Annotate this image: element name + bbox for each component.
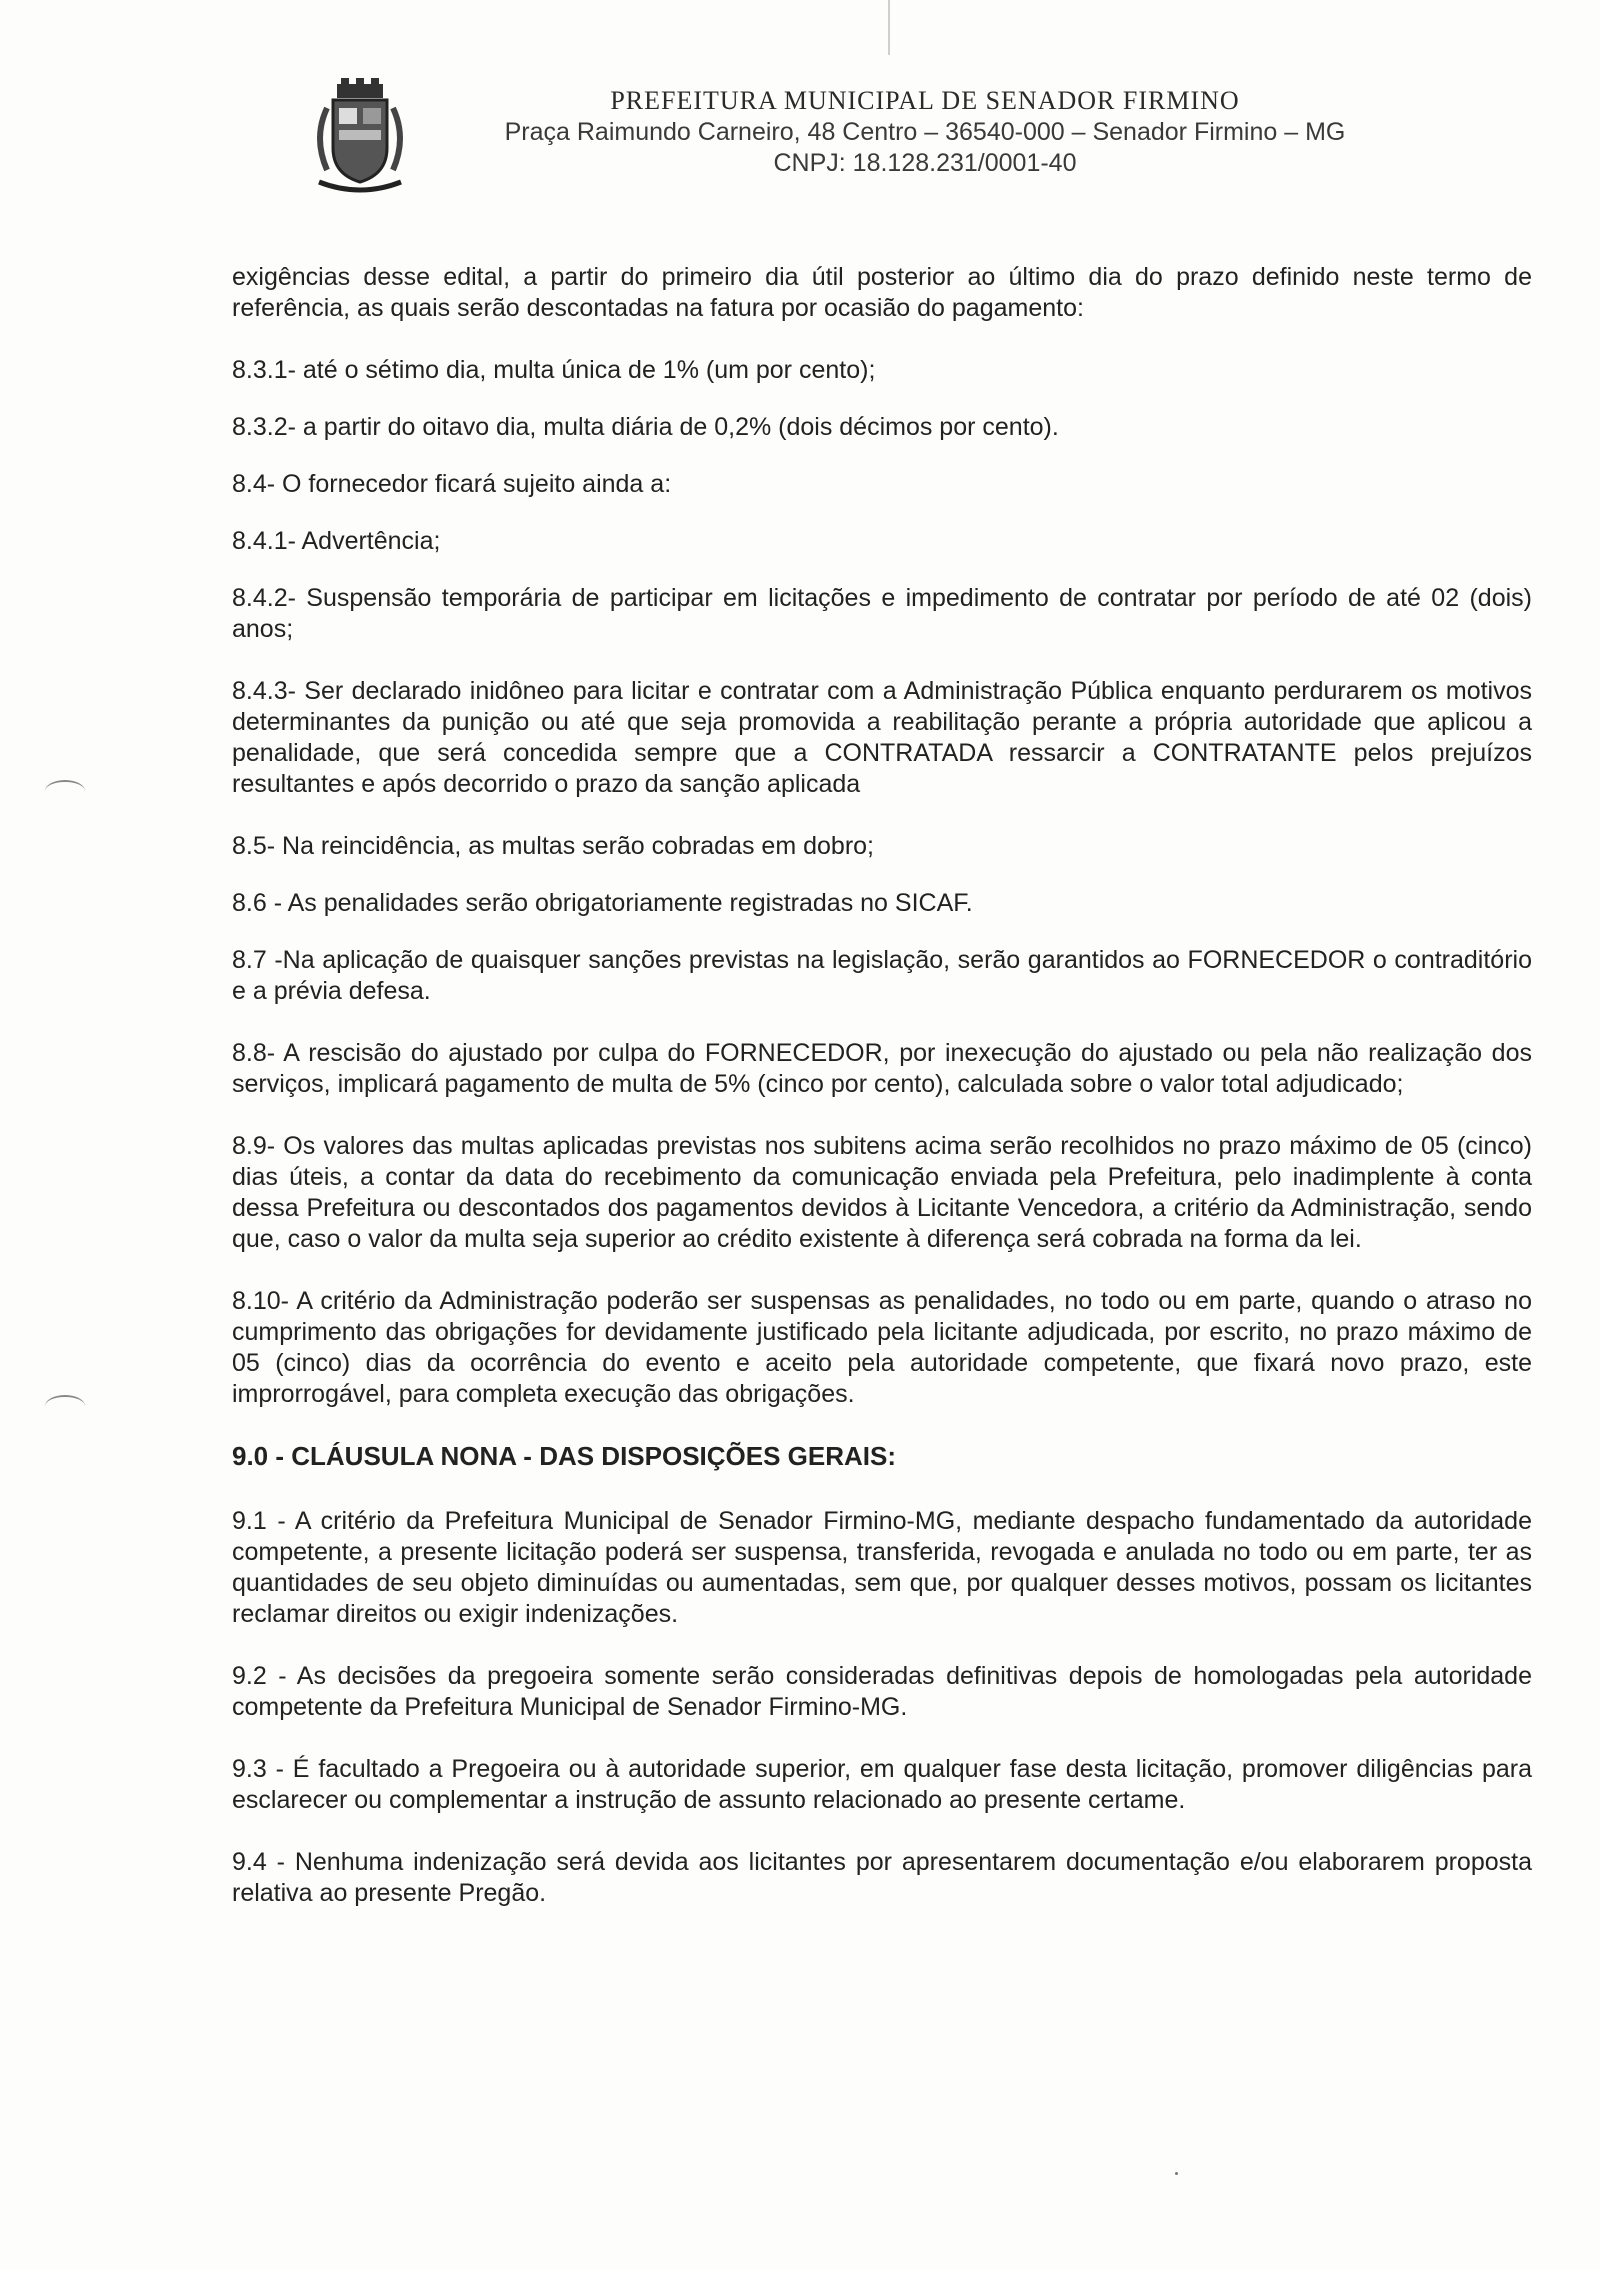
prefeitura-title: PREFEITURA MUNICIPAL DE SENADOR FIRMINO	[610, 86, 1240, 115]
prefeitura-address: Praça Raimundo Carneiro, 48 Centro – 36540-000 – Senador Firmino – MG	[504, 118, 1346, 146]
paragraph-8-4-1: 8.4.1- Advertência;	[232, 527, 441, 555]
paragraph-8-8: 8.8- A rescisão do ajustado por culpa do FORNECEDOR, por inexecução do ajustado ou pela não realização dos serviços, implicará pagamento de multa de 5% (cinco por cento), calculada sobre o valor total adjudicado;	[232, 1039, 1532, 1098]
paragraph-9-4: 9.4 - Nenhuma indenização será devida aos licitantes por apresentarem documentação e/ou elaborarem proposta relativa ao presente Pregão.	[232, 1848, 1532, 1907]
paragraph-intro: exigências desse edital, a partir do primeiro dia útil posterior ao último dia do prazo definido neste termo de referência, as quais serão descontadas na fatura por ocasião do pagamento:	[232, 263, 1532, 322]
paragraph-8-3-1: 8.3.1- até o sétimo dia, multa única de 1% (um por cento);	[232, 356, 876, 384]
paragraph-9-2: 9.2 - As decisões da pregoeira somente serão consideradas definitivas depois de homologadas pela autoridade competente da Prefeitura Municipal de Senador Firmino-MG.	[232, 1662, 1532, 1721]
paragraph-8-10: 8.10- A critério da Administração poderão ser suspensas as penalidades, no todo ou em parte, quando o atraso no cumprimento das obrigações for devidamente justificado pela licitante adjudicada, por escrito, no prazo máximo de 05 (cinco) dias da ocorrência do evento e aceito pela autoridade competente, que fixará novo prazo, este improrrogável, para completa execução das obrigações.	[232, 1287, 1532, 1408]
paragraph-9-3: 9.3 - É facultado a Pregoeira ou à autoridade superior, em qualquer fase desta licitação, promover diligências para esclarecer ou complementar a instrução de assunto relacionado ao presente certame.	[232, 1755, 1532, 1814]
paragraph-8-7: 8.7 -Na aplicação de quaisquer sanções previstas na legislação, serão garantidos ao FORNECEDOR o contraditório e a prévia defesa.	[232, 946, 1532, 1005]
paragraph-8-5: 8.5- Na reincidência, as multas serão cobradas em dobro;	[232, 832, 874, 860]
punch-hole-mark	[45, 780, 85, 802]
prefeitura-cnpj: CNPJ: 18.128.231/0001-40	[773, 149, 1077, 177]
document-body	[232, 262, 1532, 1940]
paragraph-8-3-2: 8.3.2- a partir do oitavo dia, multa diária de 0,2% (dois décimos por cento).	[232, 413, 1059, 441]
letterhead	[290, 70, 1490, 210]
municipal-crest-icon	[305, 78, 415, 198]
paragraph-8-9: 8.9- Os valores das multas aplicadas previstas nos subitens acima serão recolhidos no prazo máximo de 05 (cinco) dias úteis, a contar da data do recebimento da comunicação enviada pela Prefeitura, pelo inadimplente à conta dessa Prefeitura ou descontados dos pagamentos devidos à Licitante Vencedora, a critério da Administração, sendo que, caso o valor da multa seja superior ao crédito existente à diferença será cobrada na forma da lei.	[232, 1132, 1532, 1253]
scan-binder-mark	[888, 0, 890, 55]
scan-speck	[1175, 2172, 1178, 2175]
section-heading-9: 9.0 - CLÁUSULA NONA - DAS DISPOSIÇÕES GERAIS:	[232, 1441, 897, 1471]
paragraph-8-4-3: 8.4.3- Ser declarado inidôneo para licitar e contratar com a Administração Pública enquanto perdurarem os motivos determinantes da punição ou até que seja promovida a reabilitação perante a própria autoridade que aplicou a penalidade, que será concedida sempre que a CONTRATADA ressarcir a CONTRATANTE pelos prejuízos resultantes e após decorrido o prazo da sanção aplicada	[232, 677, 1532, 798]
paragraph-8-4: 8.4- O fornecedor ficará sujeito ainda a:	[232, 470, 672, 498]
paragraph-8-6: 8.6 - As penalidades serão obrigatoriamente registradas no SICAF.	[232, 889, 973, 917]
paragraph-9-1: 9.1 - A critério da Prefeitura Municipal de Senador Firmino-MG, mediante despacho fundamentado da autoridade competente, a presente licitação poderá ser suspensa, transferida, revogada e anulada no todo ou em parte, ter as quantidades de seu objeto diminuídas ou aumentadas, sem que, por qualquer desses motivos, possam os licitantes reclamar direitos ou exigir indenizações.	[232, 1507, 1532, 1628]
punch-hole-mark	[45, 1395, 85, 1417]
paragraph-8-4-2: 8.4.2- Suspensão temporária de participar em licitações e impedimento de contratar por período de até 02 (dois) anos;	[232, 584, 1532, 643]
